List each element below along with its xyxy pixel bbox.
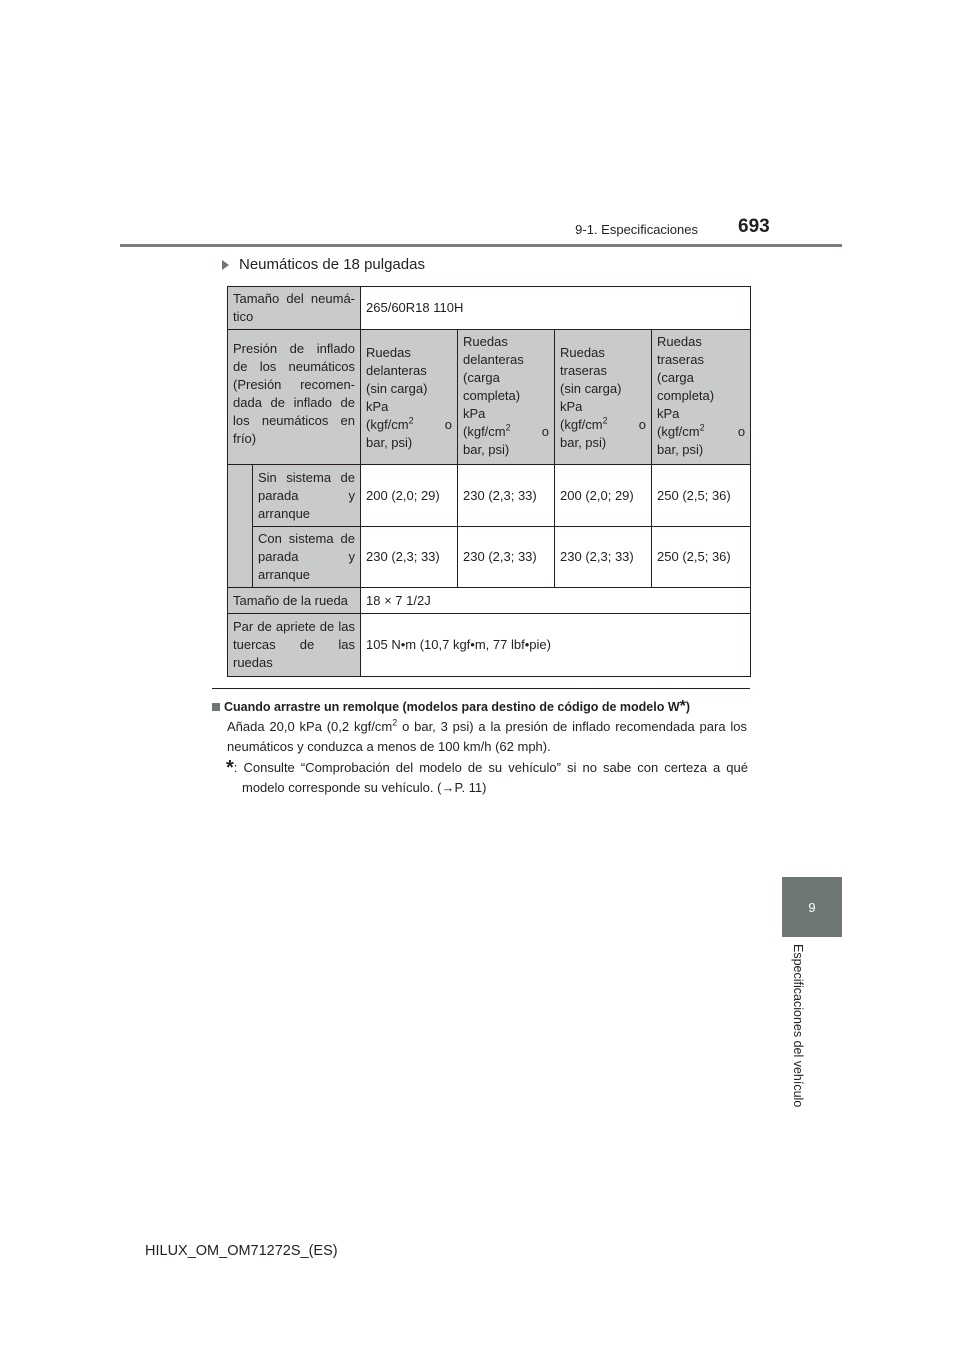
table-cell: 250 (2,5; 36) (652, 465, 751, 526)
table-cell: 230 (2,3; 33) (458, 465, 555, 526)
document-id: HILUX_OM_OM71272S_(ES) (145, 1243, 338, 1259)
table-cell: 230 (2,3; 33) (458, 526, 555, 587)
table-row (228, 614, 751, 677)
wheel-size-value: 18 × 7 1/2J (361, 588, 751, 614)
col-header-rear-loaded: Ruedas traseras (carga completa) kPa ($kgf/cm^2$ o bar, psi) (652, 330, 751, 465)
table-row (228, 287, 751, 330)
torque-label: Par de apriete de las tuercas de las ruedas (228, 614, 361, 677)
col-header-front-unloaded: Ruedas delanteras (sin carga) kPa ($kgf/cm^2$ o bar, psi) (361, 330, 458, 465)
table-cell: 250 (2,5; 36) (652, 526, 751, 587)
pressure-label: Presión de inflado de los neumáticos (Presión recomen-dada de inflado de los neumáticos en frío) (228, 330, 361, 465)
separator-rule (212, 688, 750, 689)
table-cell: 230 (2,3; 33) (555, 526, 652, 587)
col-header-front-loaded: Ruedas delanteras (carga completa) kPa ($kgf/cm^2$ o bar, psi) (458, 330, 555, 465)
chapter-label: Especificaciones del vehículo (791, 944, 805, 1108)
footnote (222, 758, 748, 798)
tire-size-label: Tamaño del neumá-tico (228, 287, 361, 330)
wheel-size-label: Tamaño de la rueda (228, 588, 361, 614)
footnote-text: : Consulte “Comprobación del modelo de su vehículo” si no sabe con certeza a qué modelo corresponde su vehículo. (→P. 11) (233, 760, 748, 795)
chapter-tab (782, 877, 842, 937)
col-header-rear-unloaded: Ruedas traseras (sin carga) kPa ($kgf/cm^2$ o bar, psi) (555, 330, 652, 465)
towing-body: Añada 20,0 kPa (0,2 kgf/$cm^2$ o bar, 3 psi) a la presión de inflado recomendada para los neumáticos y conduzca a menos de 100 km/h (62 mph). (227, 717, 747, 754)
table-row (228, 526, 751, 587)
table-cell: 200 (2,0; 29) (555, 465, 652, 526)
subheading (222, 256, 425, 273)
table-row (228, 588, 751, 614)
section-title: 9-1. Especificaciones (575, 222, 698, 237)
subheading-text: Neumáticos de 18 pulgadas (239, 256, 425, 273)
table-row (228, 465, 751, 526)
table-cell: 230 (2,3; 33) (361, 526, 458, 587)
torque-value: 105 N•m (10,7 kgf•m, 77 lbf•pie) (361, 614, 751, 677)
footnote-star: * (226, 757, 234, 779)
row-label: Sin sistema de parada y arranque (253, 465, 361, 526)
tire-spec-table (227, 286, 751, 677)
tire-size-value: 265/60R18 110H (361, 287, 751, 330)
indent-cell (228, 465, 253, 588)
table-cell: 200 (2,0; 29) (361, 465, 458, 526)
triangle-bullet-icon (222, 260, 229, 270)
square-bullet-icon (212, 703, 220, 711)
header-rule (120, 244, 842, 247)
towing-heading: Cuando arrastre un remolque (modelos para destino de código de modelo W * ) (212, 700, 690, 714)
page-number: 693 (738, 216, 770, 237)
row-label: Con sistema de parada y arranque (253, 526, 361, 587)
chapter-number: 9 (808, 899, 816, 915)
table-row (228, 330, 751, 465)
